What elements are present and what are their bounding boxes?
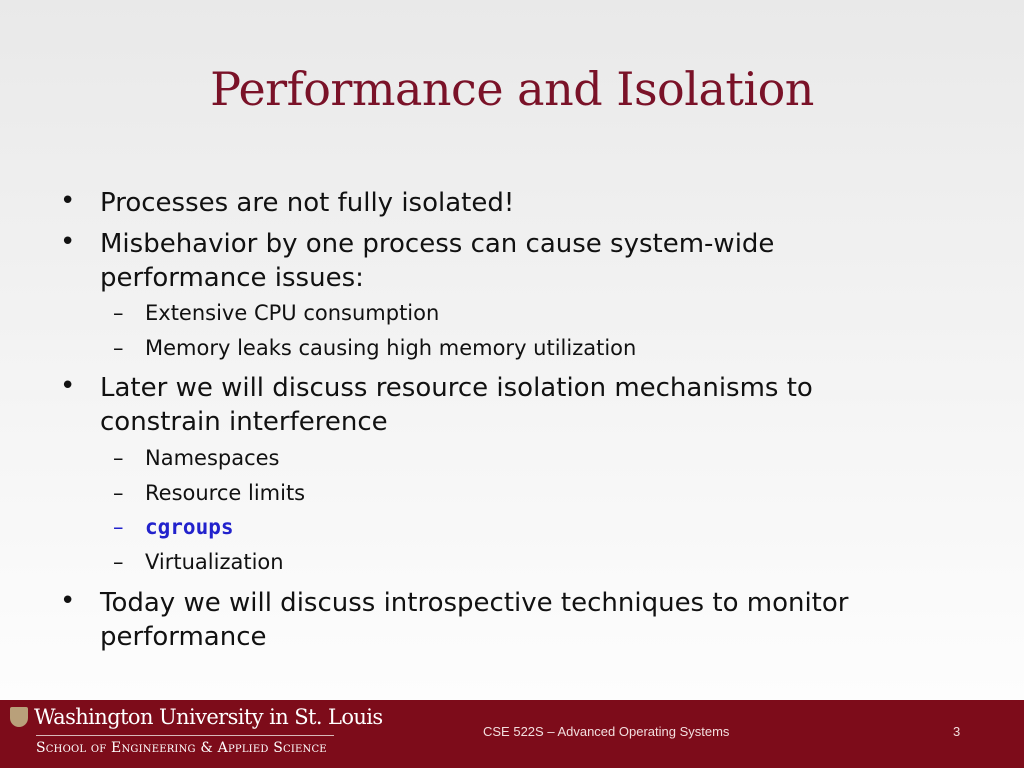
sub-bullet-marker: – (113, 446, 124, 470)
logo-divider (36, 735, 334, 736)
slide-footer (0, 700, 1024, 768)
bullet-marker: • (60, 586, 76, 616)
sub-bullet-text: Memory leaks causing high memory utilization (145, 336, 637, 360)
bullet-text: Today we will discuss introspective techniques to monitor (100, 588, 849, 618)
slide-number: 3 (953, 724, 961, 739)
sub-bullet-marker: – (113, 481, 124, 505)
school-name: School of Engineering & Applied Science (36, 740, 327, 756)
sub-bullet-text: Namespaces (145, 446, 280, 470)
bullet-text-continued: performance issues: (100, 263, 364, 293)
bullet-text: Later we will discuss resource isolation mechanisms to (100, 373, 813, 403)
sub-bullet-marker: – (113, 301, 124, 325)
sub-bullet-text: Virtualization (145, 550, 284, 574)
university-shield-icon (10, 707, 28, 727)
bullet-marker: • (60, 186, 76, 216)
bullet-marker: • (60, 227, 76, 257)
sub-bullet-text-code: cgroups (145, 515, 234, 539)
bullet-text: Misbehavior by one process can cause system-wide (100, 229, 775, 259)
bullet-text-continued: performance (100, 622, 267, 652)
bullet-marker: • (60, 371, 76, 401)
sub-bullet-marker: – (113, 550, 124, 574)
slide-title: Performance and Isolation (210, 62, 814, 116)
sub-bullet-marker: – (113, 336, 124, 360)
bullet-text: Processes are not fully isolated! (100, 188, 515, 218)
course-title: CSE 522S – Advanced Operating Systems (483, 724, 730, 739)
sub-bullet-text: Resource limits (145, 481, 306, 505)
sub-bullet-text: Extensive CPU consumption (145, 301, 440, 325)
bullet-text-continued: constrain interference (100, 407, 388, 437)
sub-bullet-marker: – (113, 515, 124, 539)
university-name: Washington University in St. Louis (34, 705, 383, 729)
